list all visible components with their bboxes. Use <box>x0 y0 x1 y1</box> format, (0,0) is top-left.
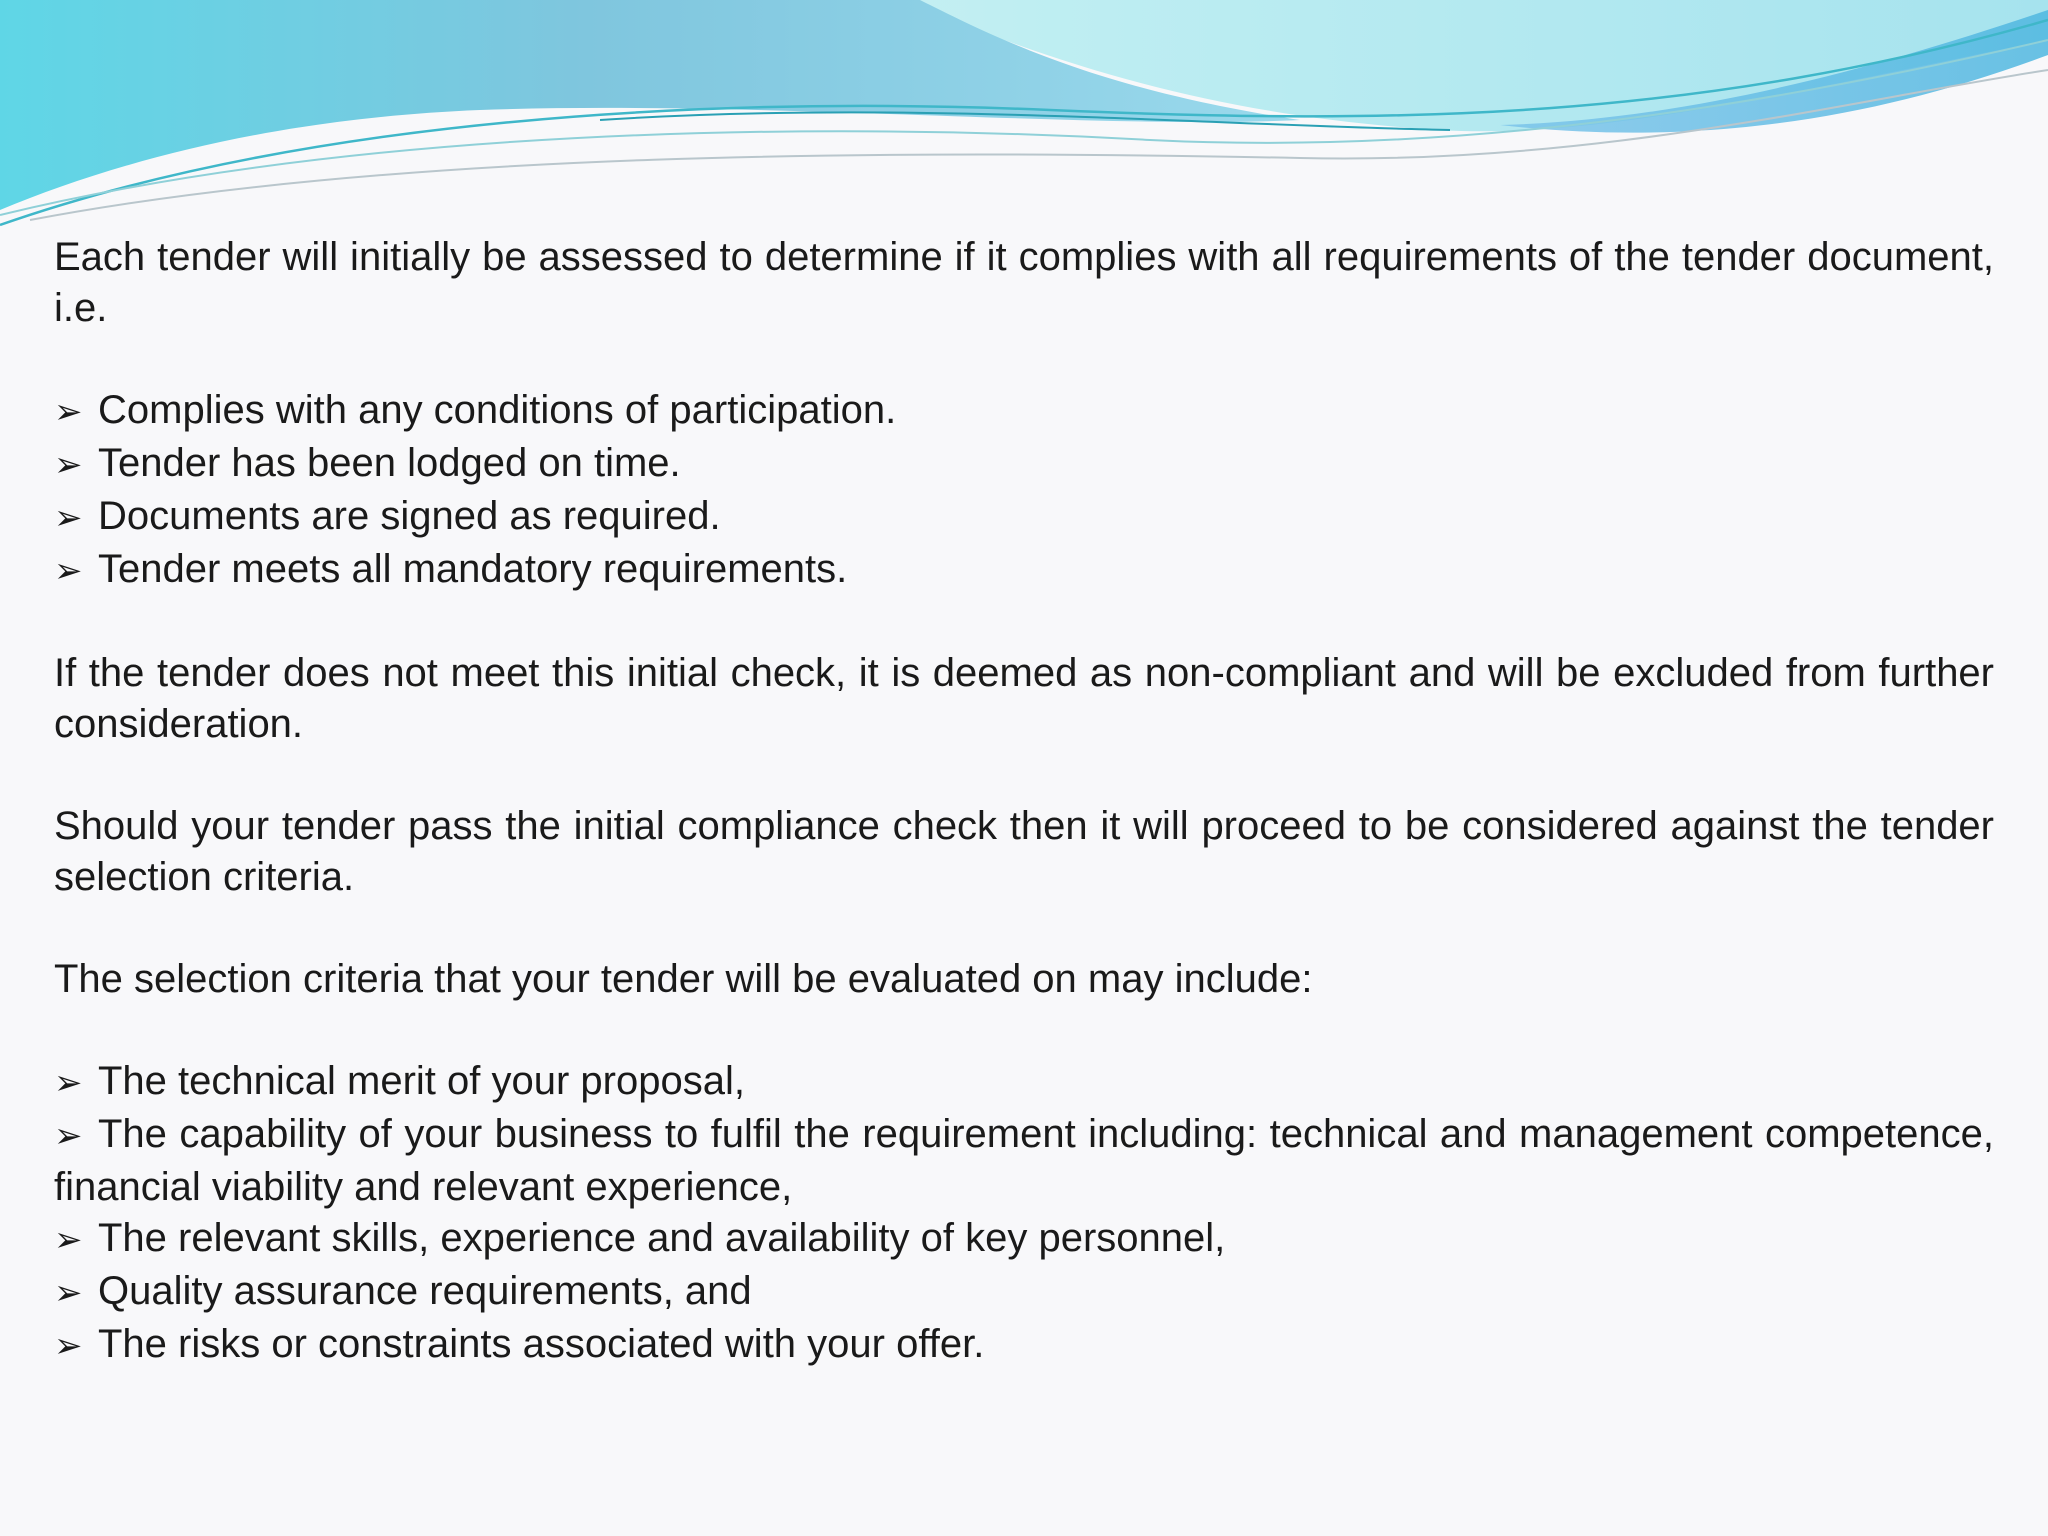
noncompliant-paragraph: If the tender does not meet this initial check, it is deemed as non-compliant and will be excluded from further consideration. <box>54 651 1994 746</box>
arrow-bullet-icon: ➢ <box>54 1273 83 1313</box>
spacer <box>54 750 1994 801</box>
arrow-bullet-icon: ➢ <box>54 551 83 591</box>
criteria-item: ➢ The capability of your business to fulfil the requirement including: technical and management competence, financial viability and relevant experience, <box>54 1112 1994 1209</box>
arrow-bullet-icon: ➢ <box>54 1063 83 1103</box>
spacer <box>54 1005 1994 1056</box>
arrow-bullet-icon: ➢ <box>54 445 83 485</box>
compliance-item: ➢ Complies with any conditions of participation. <box>54 385 1994 438</box>
criteria-item: ➢ The relevant skills, experience and availability of key personnel, <box>54 1213 1994 1266</box>
compliance-item: ➢ Tender meets all mandatory requirements. <box>54 544 1994 597</box>
compliance-item: ➢ Documents are signed as required. <box>54 491 1994 544</box>
arrow-bullet-icon: ➢ <box>54 1220 83 1260</box>
criteria-item: ➢ The technical merit of your proposal, <box>54 1056 1994 1109</box>
compliance-item: ➢ Tender has been lodged on time. <box>54 438 1994 491</box>
arrow-bullet-icon: ➢ <box>54 392 83 432</box>
pass-paragraph: Should your tender pass the initial compliance check then it will proceed to be considered against the tender selection criteria. <box>54 804 1994 899</box>
arrow-bullet-icon: ➢ <box>54 498 83 538</box>
criteria-item: ➢ The risks or constraints associated with your offer. <box>54 1319 1994 1372</box>
spacer <box>54 597 1994 648</box>
arrow-bullet-icon: ➢ <box>54 1116 83 1156</box>
spacer <box>54 903 1994 954</box>
wave-header-decoration <box>0 0 2048 240</box>
criteria-intro-paragraph: The selection criteria that your tender will be evaluated on may include: <box>54 957 1313 1001</box>
compliance-list <box>54 385 1994 597</box>
arrow-bullet-icon: ➢ <box>54 1326 83 1366</box>
intro-paragraph: Each tender will initially be assessed to determine if it complies with all requirements of the tender document, i.e. <box>54 235 1994 330</box>
spacer <box>54 334 1994 385</box>
criteria-list <box>54 1056 1994 1372</box>
slide-body <box>54 232 1994 1372</box>
criteria-item: ➢ Quality assurance requirements, and <box>54 1266 1994 1319</box>
